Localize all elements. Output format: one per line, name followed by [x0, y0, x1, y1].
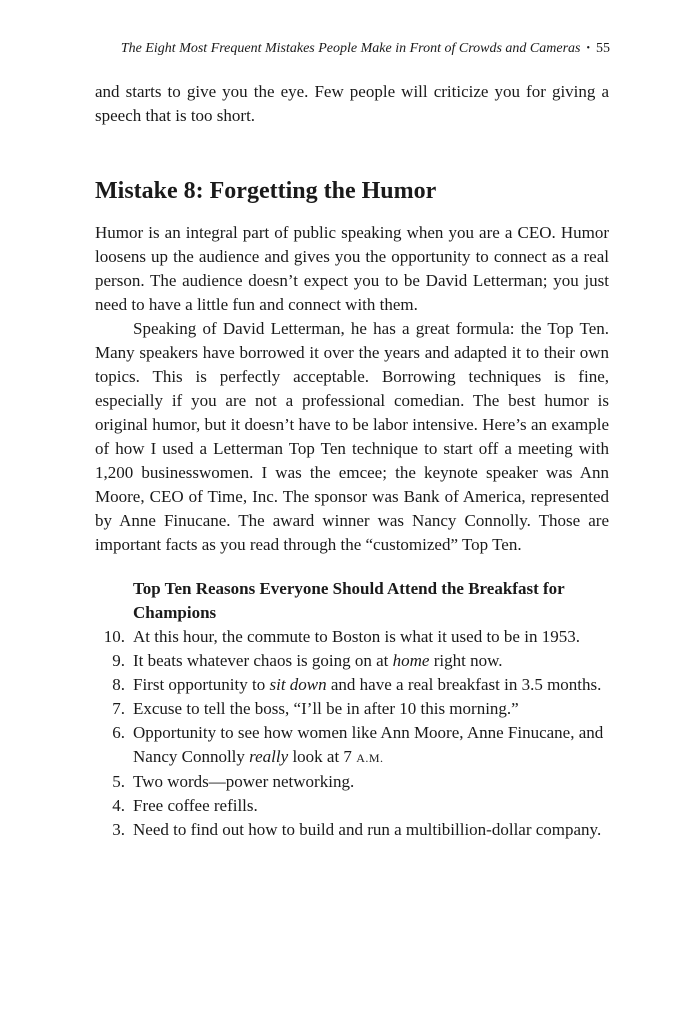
page-number: 55 [596, 41, 610, 56]
list-item [95, 697, 609, 721]
list-item [95, 649, 609, 673]
continuation-paragraph-block [95, 80, 609, 128]
list-item [95, 673, 609, 697]
list-item-text: Excuse to tell the boss, “I’ll be in after 10 this morning.” [133, 699, 519, 718]
list-item-emphasis: home [392, 651, 430, 670]
running-head [95, 40, 610, 58]
list-item-text: Free coffee refills. [133, 796, 258, 815]
list-item-text: Need to find out how to build and run a multibillion-dollar company. [133, 820, 602, 839]
list-item-text: At this hour, the commute to Boston is what it used to be in 1953. [133, 627, 580, 646]
list-item-text: First opportunity to [133, 675, 270, 694]
list-item-text: Opportunity to see how women like Ann Moore, Anne Finucane, and Nancy Connolly [133, 723, 604, 766]
list-item-number: 8. [112, 675, 125, 694]
continuation-paragraph: and starts to give you the eye. Few people will criticize you for giving a speech that is too short. [95, 82, 609, 125]
top-ten-title: Top Ten Reasons Everyone Should Attend the Breakfast for Champions [133, 579, 565, 622]
body-paragraph-1: Humor is an integral part of public speaking when you are a CEO. Humor loosens up the audience and gives you the opportunity to connect as a real person. The audience doesn’t expect you to be David Letterman; you just need to have a little fun and connect with them. [95, 223, 609, 314]
list-item-small-caps: A.M. [356, 751, 384, 765]
top-ten-list-block [95, 577, 609, 842]
list-item-number: 9. [112, 651, 125, 670]
list-item-text-end: and have a real breakfast in 3.5 months. [326, 675, 602, 694]
list-item-emphasis: sit down [269, 675, 327, 694]
body-paragraph-2: Speaking of David Letterman, he has a great formula: the Top Ten. Many speakers have borrowed it over the years and adapted it to their own topics. This is perfectly acceptable. Borrowing techniques is fine, especially if you are not a professional comedian. The best humor is original humor, but it doesn’t have to be labor intensive. Here’s an example of how I used a Letterman Top Ten technique to start off a meeting with 1,200 businesswomen. I was the emcee; the keynote speaker was Ann Moore, CEO of Time, Inc. The sponsor was Bank of America, represented by Anne Finucane. The award winner was Nancy Connolly. Those are important facts as you read through the “customized” Top Ten. [95, 319, 609, 554]
list-item-text: Two words—power networking. [133, 772, 355, 791]
list-item [95, 721, 609, 770]
list-item-text: It beats whatever chaos is going on at [133, 651, 393, 670]
section-heading: Mistake 8: Forgetting the Humor [95, 178, 437, 204]
bullet-separator: • [586, 43, 590, 54]
section-body [95, 221, 609, 557]
list-item [95, 625, 609, 649]
list-item [95, 794, 609, 818]
list-item-number: 6. [112, 723, 125, 742]
running-head-title: The Eight Most Frequent Mistakes People Make in Front of Crowds and Cameras [120, 41, 581, 56]
list-item-number: 3. [112, 820, 125, 839]
list-item-text-end: look at 7 [288, 747, 357, 766]
list-item-text-end: right now. [429, 651, 503, 670]
list-item [95, 770, 609, 794]
list-item-emphasis: really [249, 747, 289, 766]
list-item-number: 7. [112, 699, 125, 718]
top-ten-list [95, 625, 609, 842]
list-item [95, 818, 609, 842]
list-item-number: 4. [112, 796, 125, 815]
list-item-number: 10. [103, 627, 125, 646]
list-item-number: 5. [112, 772, 125, 791]
